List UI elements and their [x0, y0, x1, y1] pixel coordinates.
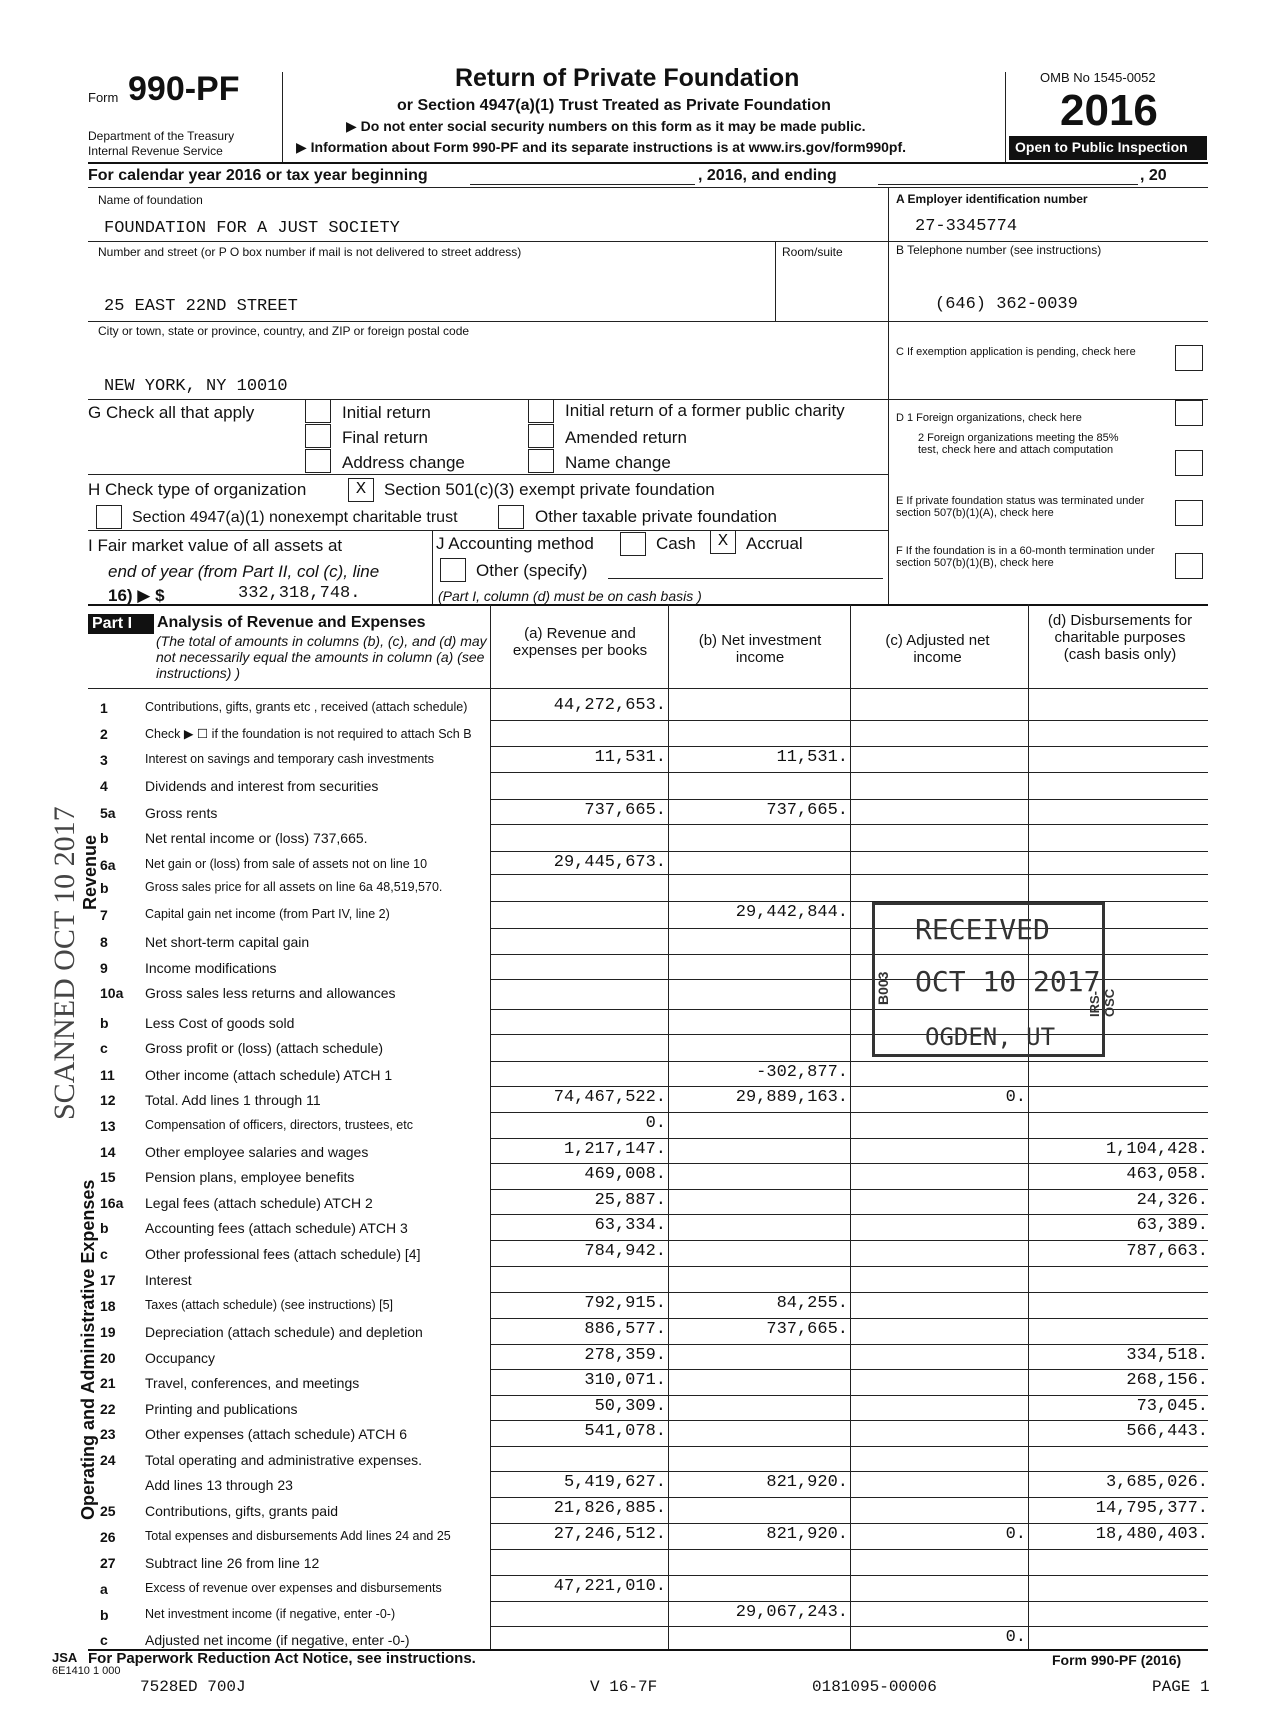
- cell-col-b[interactable]: 29,889,163.: [735, 1088, 848, 1107]
- form-prefix: Form: [88, 90, 119, 105]
- row-label: Other employee salaries and wages: [145, 1144, 369, 1160]
- cell-col-a[interactable]: 25,887.: [594, 1191, 666, 1210]
- foundation-name-label: Name of foundation: [98, 193, 203, 207]
- row-number: 27: [100, 1555, 116, 1571]
- address-change-label: Address change: [342, 453, 465, 472]
- row-number: 8: [100, 934, 108, 950]
- row-label: Other expenses (attach schedule) ATCH 6: [145, 1426, 407, 1442]
- room-suite-label: Room/suite: [782, 245, 843, 259]
- stamp-received: RECEIVED: [915, 913, 1050, 946]
- row-divider: [490, 1626, 1208, 1627]
- row-number: c: [100, 1040, 108, 1056]
- row-label: Contributions, gifts, grants paid: [145, 1503, 338, 1519]
- row-number: 13: [100, 1118, 116, 1134]
- cell-col-a[interactable]: 11,531.: [594, 748, 666, 767]
- cell-col-a[interactable]: 5,419,627.: [563, 1473, 666, 1492]
- cell-col-a[interactable]: 310,071.: [584, 1371, 666, 1390]
- other-method-label: Other (specify): [476, 561, 588, 580]
- accrual-label: Accrual: [746, 534, 803, 553]
- other-taxable-checkbox[interactable]: [498, 505, 524, 529]
- cash-label: Cash: [656, 534, 696, 553]
- stamp-left-code: B003: [875, 971, 891, 1005]
- row-number: c: [100, 1632, 108, 1648]
- cell-col-b[interactable]: 821,920.: [766, 1473, 848, 1492]
- name-change-checkbox[interactable]: [528, 449, 554, 473]
- row-number: 16a: [100, 1195, 124, 1211]
- row-divider: [490, 1344, 1208, 1345]
- footer-right: 0181095-00006: [812, 1678, 937, 1696]
- cell-col-a[interactable]: 886,577.: [584, 1320, 666, 1339]
- row-label: Pension plans, employee benefits: [145, 1169, 355, 1185]
- col-a-header: (a) Revenue and expenses per books: [512, 625, 648, 659]
- open-inspection-bar: [1009, 136, 1207, 160]
- stamp-right-code: IRS-OSC: [1087, 988, 1117, 1017]
- final-return-label: Final return: [342, 428, 428, 447]
- row-divider: [490, 1395, 1208, 1396]
- accrual-checkbox[interactable]: X: [710, 530, 736, 554]
- cell-col-a[interactable]: 278,359.: [584, 1346, 666, 1365]
- foreign-85-label: 2 Foreign organizations meeting the 85% test, check here and attach computation: [918, 432, 1119, 456]
- initial-return-checkbox[interactable]: [305, 399, 331, 423]
- street-label: Number and street (or P O box number if mail is not delivered to street address): [98, 245, 522, 259]
- cell-col-d[interactable]: 566,443.: [1126, 1422, 1208, 1441]
- cell-col-a[interactable]: 21,826,885.: [553, 1499, 666, 1518]
- row-number: 3: [100, 752, 108, 768]
- row-divider: [490, 799, 1208, 800]
- col-c-header: (c) Adjusted net income: [885, 632, 990, 666]
- row-label: Taxes (attach schedule) (see instructions) [5]: [145, 1298, 394, 1312]
- row-label: Occupancy: [145, 1350, 216, 1366]
- foreign-85-checkbox[interactable]: [1175, 450, 1203, 476]
- row-number: 25: [100, 1503, 116, 1519]
- row-divider: [490, 1163, 1208, 1164]
- cell-col-d[interactable]: 14,795,377.: [1095, 1499, 1208, 1518]
- row-number: b: [100, 1607, 109, 1623]
- row-divider: [490, 1086, 1208, 1087]
- cash-checkbox[interactable]: [620, 532, 646, 556]
- ein-label: A Employer identification number: [896, 192, 1088, 206]
- cell-col-a[interactable]: 50,309.: [594, 1397, 666, 1416]
- city-label: City or town, state or province, country, and ZIP or foreign postal code: [98, 324, 470, 338]
- cell-col-d[interactable]: 334,518.: [1126, 1346, 1208, 1365]
- col-b-header: (b) Net investment income: [698, 632, 822, 666]
- row-divider: [490, 720, 1208, 721]
- foreign-org-checkbox[interactable]: [1175, 400, 1203, 426]
- row-label: Total. Add lines 1 through 11: [145, 1092, 321, 1108]
- scanned-stamp: SCANNED OCT 10 2017: [48, 806, 81, 1120]
- cell-col-c[interactable]: 0.: [1005, 1525, 1026, 1544]
- section-4947-label: Section 4947(a)(1) nonexempt charitable trust: [132, 509, 458, 526]
- row-label: Gross profit or (loss) (attach schedule): [145, 1040, 384, 1056]
- row-divider: [490, 1061, 1208, 1062]
- calendar-mid-label: , 2016, and ending: [698, 167, 837, 184]
- row-label: Depreciation (attach schedule) and depletion: [145, 1324, 423, 1340]
- footer-code: 6E1410 1 000: [52, 1665, 121, 1677]
- row-number: 5a: [100, 805, 116, 821]
- cell-col-d[interactable]: 1,104,428.: [1105, 1140, 1208, 1159]
- row-divider: [490, 851, 1208, 852]
- calendar-end-label: , 20: [1140, 167, 1167, 184]
- col-d-header: (d) Disbursements for charitable purposes (cash basis only): [1047, 612, 1193, 663]
- form-title: Return of Private Foundation: [455, 64, 800, 92]
- amended-return-label: Amended return: [565, 428, 687, 447]
- row-number: 24: [100, 1452, 116, 1468]
- row-number: 7: [100, 907, 108, 923]
- cell-col-d[interactable]: 18,480,403.: [1095, 1525, 1208, 1544]
- row-divider: [490, 1549, 1208, 1550]
- row-divider: [490, 874, 1208, 875]
- final-return-checkbox[interactable]: [305, 424, 331, 448]
- row-divider: [490, 1369, 1208, 1370]
- row-number: 1: [100, 700, 108, 716]
- row-divider: [490, 1318, 1208, 1319]
- other-method-checkbox[interactable]: [440, 558, 466, 582]
- g-check-label: G Check all that apply: [88, 403, 255, 422]
- row-label: Subtract line 26 from line 12: [145, 1555, 320, 1571]
- cell-col-a[interactable]: 44,272,653.: [553, 696, 666, 715]
- footer-jsa: JSA: [52, 1650, 78, 1665]
- row-label: Dividends and interest from securities: [145, 778, 379, 794]
- cell-col-d[interactable]: 463,058.: [1126, 1165, 1208, 1184]
- cell-col-d[interactable]: 268,156.: [1126, 1371, 1208, 1390]
- row-number: 19: [100, 1324, 116, 1340]
- row-label: Net short-term capital gain: [145, 934, 310, 950]
- row-label: Compensation of officers, directors, trustees, etc: [145, 1118, 413, 1132]
- row-number: 14: [100, 1144, 116, 1160]
- row-label: Accounting fees (attach schedule) ATCH 3: [145, 1220, 408, 1236]
- row-number: 26: [100, 1529, 116, 1545]
- row-label: Gross sales less returns and allowances: [145, 985, 396, 1001]
- row-label: Gross rents: [145, 805, 218, 821]
- exemption-pending-checkbox[interactable]: [1175, 345, 1203, 371]
- form-subtitle: or Section 4947(a)(1) Trust Treated as Private Foundation: [397, 97, 831, 114]
- sixty-month-checkbox[interactable]: [1175, 553, 1203, 579]
- received-stamp: [872, 902, 1117, 1057]
- row-divider: [490, 746, 1208, 747]
- row-divider: [490, 1575, 1208, 1576]
- row-divider: [490, 1138, 1208, 1139]
- row-label: Interest on savings and temporary cash investments: [145, 752, 435, 766]
- row-label: Total expenses and disbursements Add lines 24 and 25: [145, 1529, 451, 1543]
- row-divider: [490, 1214, 1208, 1215]
- section-501c3-label: Section 501(c)(3) exempt private foundation: [384, 480, 715, 499]
- terminated-status-checkbox[interactable]: [1175, 500, 1203, 526]
- cell-col-d[interactable]: 63,389.: [1136, 1216, 1208, 1235]
- row-label: Printing and publications: [145, 1401, 298, 1417]
- footer-mid: V 16-7F: [590, 1678, 658, 1696]
- cell-col-b[interactable]: 84,255.: [776, 1294, 848, 1313]
- row-number: 6a: [100, 857, 116, 873]
- fmv-line1: I Fair market value of all assets at: [88, 536, 343, 555]
- row-number: 22: [100, 1401, 116, 1417]
- row-label: Excess of revenue over expenses and disbursements: [145, 1581, 442, 1595]
- row-number: 4: [100, 778, 108, 794]
- part1-tag: Part I: [92, 615, 133, 632]
- cell-col-a[interactable]: 47,221,010.: [553, 1577, 666, 1596]
- row-number: 17: [100, 1272, 116, 1288]
- open-inspection-label: Open to Public Inspection: [1015, 139, 1188, 155]
- terminated-status-label: E If private foundation status was terminated under section 507(b)(1)(A), check here: [896, 495, 1145, 519]
- calendar-year-label: For calendar year 2016 or tax year beginning: [88, 167, 428, 184]
- row-number: 23: [100, 1426, 116, 1442]
- accounting-method-label: J Accounting method: [436, 534, 594, 553]
- dept-treasury: Department of the Treasury: [88, 129, 235, 143]
- row-label: Net rental income or (loss) 737,665.: [145, 830, 368, 846]
- section-4947-checkbox[interactable]: [96, 505, 122, 529]
- amended-return-checkbox[interactable]: [528, 424, 554, 448]
- cell-col-a[interactable]: 63,334.: [594, 1216, 666, 1235]
- row-number: b: [100, 1015, 109, 1031]
- row-label: Net investment income (if negative, enter -0-): [145, 1607, 396, 1621]
- cell-col-d[interactable]: 3,685,026.: [1105, 1473, 1208, 1492]
- row-divider: [490, 1601, 1208, 1602]
- row-number: 18: [100, 1298, 116, 1314]
- row-divider: [490, 1420, 1208, 1421]
- initial-former-checkbox[interactable]: [528, 399, 554, 423]
- cell-col-a[interactable]: 541,078.: [584, 1422, 666, 1441]
- cell-col-b[interactable]: -302,877.: [756, 1063, 848, 1082]
- section-501c3-checkbox[interactable]: X: [348, 478, 374, 502]
- cell-col-a[interactable]: 792,915.: [584, 1294, 666, 1313]
- cell-col-b[interactable]: 11,531.: [776, 748, 848, 767]
- footer-paperwork: For Paperwork Reduction Act Notice, see instructions.: [88, 1650, 476, 1667]
- cell-col-c[interactable]: 0.: [1005, 1088, 1026, 1107]
- row-divider: [490, 1240, 1208, 1241]
- cash-basis-note: (Part I, column (d) must be on cash basis ): [438, 588, 702, 604]
- row-number: 11: [100, 1067, 115, 1083]
- cell-col-b[interactable]: 29,067,243.: [735, 1603, 848, 1622]
- row-label: Net gain or (loss) from sale of assets not on line 10: [145, 857, 428, 871]
- row-number: 21: [100, 1375, 116, 1391]
- cell-col-b[interactable]: 821,920.: [766, 1525, 848, 1544]
- row-number: 12: [100, 1092, 116, 1108]
- row-label: Legal fees (attach schedule) ATCH 2: [145, 1195, 373, 1211]
- cell-col-a[interactable]: 74,467,522.: [553, 1088, 666, 1107]
- notice-info: ▶ Information about Form 990-PF and its separate instructions is at www.irs.gov/form990pf.: [296, 139, 907, 155]
- cell-col-d[interactable]: 73,045.: [1136, 1397, 1208, 1416]
- footer-form-ref: Form 990-PF (2016): [1052, 1652, 1182, 1668]
- city-value[interactable]: NEW YORK, NY 10010: [104, 377, 288, 396]
- row-label: Travel, conferences, and meetings: [145, 1375, 360, 1391]
- omb-number: OMB No 1545-0052: [1040, 70, 1156, 85]
- cell-col-a[interactable]: 0.: [645, 1114, 666, 1133]
- other-taxable-label: Other taxable private foundation: [535, 507, 777, 526]
- row-label: Add lines 13 through 23: [145, 1477, 293, 1493]
- exemption-pending-label: C If exemption application is pending, check here: [896, 346, 1136, 358]
- row-number: 20: [100, 1350, 116, 1366]
- row-divider: [490, 1112, 1208, 1113]
- form-number: 990-PF: [128, 70, 240, 108]
- row-number: 15: [100, 1169, 116, 1185]
- row-label: Less Cost of goods sold: [145, 1015, 295, 1031]
- cell-col-b[interactable]: 737,665.: [766, 1320, 848, 1339]
- phone-value[interactable]: (646) 362-0039: [935, 295, 1078, 314]
- cell-col-a[interactable]: 784,942.: [584, 1242, 666, 1261]
- phone-label: B Telephone number (see instructions): [896, 243, 1102, 257]
- row-label: Interest: [145, 1272, 192, 1288]
- stamp-date: OCT 10 2017: [915, 965, 1101, 998]
- row-divider: [490, 1497, 1208, 1498]
- cell-col-c[interactable]: 0.: [1005, 1628, 1026, 1647]
- footer-page: PAGE 1: [1152, 1678, 1210, 1696]
- row-divider: [490, 1266, 1208, 1267]
- row-number: b: [100, 1220, 109, 1236]
- cell-col-a[interactable]: 29,445,673.: [553, 853, 666, 872]
- row-label: Total operating and administrative expenses.: [145, 1452, 423, 1468]
- row-divider: [490, 1471, 1208, 1472]
- fmv-value[interactable]: 332,318,748.: [238, 584, 361, 603]
- part1-desc: (The total of amounts in columns (b), (c), and (d) may not necessarily equal the amounts in column (a) (see instructions) ): [156, 633, 487, 681]
- address-change-checkbox[interactable]: [305, 449, 331, 473]
- row-number: c: [100, 1246, 108, 1262]
- cell-col-a[interactable]: 469,008.: [584, 1165, 666, 1184]
- h-type-label: H Check type of organization: [88, 480, 307, 499]
- row-label: Other professional fees (attach schedule) [4]: [145, 1246, 421, 1262]
- row-number: b: [100, 880, 109, 896]
- irs-label: Internal Revenue Service: [88, 144, 223, 158]
- row-number: b: [100, 830, 109, 846]
- row-divider: [490, 1523, 1208, 1524]
- row-label: Adjusted net income (if negative, enter -0-): [145, 1632, 410, 1648]
- part1-title: Analysis of Revenue and Expenses: [157, 614, 426, 631]
- initial-return-label: Initial return: [342, 403, 431, 422]
- street-value[interactable]: 25 EAST 22ND STREET: [104, 297, 298, 316]
- fmv-line2: end of year (from Part II, col (c), line: [108, 562, 380, 581]
- cell-col-a[interactable]: 27,246,512.: [553, 1525, 666, 1544]
- row-divider: [490, 1446, 1208, 1447]
- cell-col-d[interactable]: 787,663.: [1126, 1242, 1208, 1261]
- row-label: Other income (attach schedule) ATCH 1: [145, 1067, 393, 1083]
- cell-col-d[interactable]: 24,326.: [1136, 1191, 1208, 1210]
- part1-tag-bar: [88, 614, 154, 634]
- foundation-name[interactable]: FOUNDATION FOR A JUST SOCIETY: [104, 219, 400, 238]
- cell-col-b[interactable]: 29,442,844.: [735, 903, 848, 922]
- cell-col-a[interactable]: 1,217,147.: [563, 1140, 666, 1159]
- side-revenue: Revenue: [80, 834, 100, 910]
- row-number: a: [100, 1581, 108, 1597]
- row-label: Income modifications: [145, 960, 277, 976]
- row-label: Contributions, gifts, grants etc , received (attach schedule): [145, 700, 468, 714]
- row-label: Gross sales price for all assets on line 6a 48,519,570.: [145, 880, 443, 894]
- name-change-label: Name change: [565, 453, 671, 472]
- row-number: 10a: [100, 985, 124, 1001]
- footer-left: 7528ED 700J: [140, 1678, 246, 1696]
- initial-former-label: Initial return of a former public charity: [565, 401, 845, 420]
- row-divider: [490, 1292, 1208, 1293]
- side-expenses: Operating and Administrative Expenses: [78, 1179, 98, 1520]
- row-number: 9: [100, 960, 108, 976]
- fmv-line3: 16) ▶ $: [108, 586, 165, 605]
- row-label: Check ▶ ☐ if the foundation is not required to attach Sch B: [145, 727, 472, 741]
- row-divider: [490, 824, 1208, 825]
- row-divider: [490, 772, 1208, 773]
- row-number: 2: [100, 726, 108, 742]
- tax-year: 2016: [1060, 86, 1158, 135]
- cell-col-b[interactable]: 737,665.: [766, 801, 848, 820]
- ein-value[interactable]: 27-3345774: [915, 217, 1018, 236]
- row-divider: [490, 1189, 1208, 1190]
- sixty-month-label: F If the foundation is in a 60-month termination under section 507(b)(1)(B), check here: [896, 545, 1155, 569]
- cell-col-a[interactable]: 737,665.: [584, 801, 666, 820]
- stamp-city: OGDEN, UT: [925, 1023, 1056, 1051]
- notice-ssn: ▶ Do not enter social security numbers on this form as it may be made public.: [346, 118, 866, 134]
- row-label: Capital gain net income (from Part IV, line 2): [145, 907, 390, 921]
- foreign-org-label: D 1 Foreign organizations, check here: [896, 412, 1082, 424]
